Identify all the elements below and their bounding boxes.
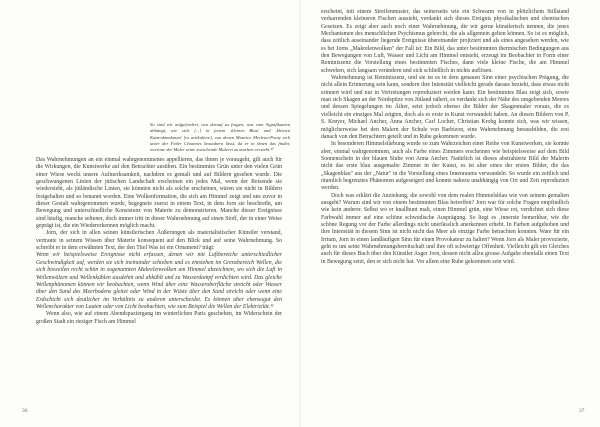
right-page (301, 0, 600, 427)
paragraph: Wahrnehmung ist Reminiszenz, und sie ist es in dem genauen Sinn einer psychischen Prägung, die nicht allein Erinnerung sein kann, sondern ihre Intensität vielleicht gerade daraus bezieht, dass etwas nicht erinnert wird und nur in Vertretungen reproduziert werden kann. Ein bestimmtes Blau zeigt sich, sowie man sich Skagen an der Nordspitze von Jütland nähert, es verdankt sich der Nähe des umgebenden Meeres und dessen Spiegelungen im Äther, setzt jedoch ebenso die Bilder der Skagenmaler voraus, die es vielleicht ein einziges Mal zeigten, doch als es erste in Kunst verwandelt haben. An diesen Bildern von P. S. Krøyer, Michael Ancher, Anna Ancher, Carl Locher, Christian Krohg konnte sich, was wir wissen, möglicherweise bei den Malern der Schule von Barbizon, eine Wahrnehmung herausbilden, die erst danach von den Betrachtern geteilt und in Ruhe gekommen wurde. (321, 75, 569, 140)
block-quote: Wenn wir beispielsweise Ereignisse nicht erfassen, denen wir mit Luftbereiche unterschiedlicher Geschwindigkeit auf, werden sie sich ineinander schieben und es entstehen im Grenzbereich Wellen, die sich bisweilen recht schön in sogenannten Makrelenwolken am Himmel abzeichnen, wo sich die Luft in Wellenwälzen und Wellenkühlen ausdehnt und abkühlt und zu Wasserdampf verdichten wird. Das gleiche Wellenphänomen können wir beobachten, wenn Wind über eine Wasseroberfläche streicht oder Wasser über den Sand des Meerbodens gleitet oder Wind in der Wüste über den Sand streicht oder wenn eine Erdschicht sich deutlicher im Verhältnis zu anderen unterscheidet. Es können aber ebensogut den Wellencharakter von Lauten oder von Licht beobachten, wie zum Beispiel die Wellen der Elektrizität.¹¹ (36, 252, 282, 310)
paragraph: Doch was erklärt die Anziehung, die sowohl von dem realen Himmelsblau wie von seinem gemalten ausgeht? Warum sind wir von einem bestimmten Blau betroffen? Jorn war für solche Fragen empfindlich wie kein anderer. Selbst wo er knallbunt malt, einen Himmel grün, eine Wiese rot, verdichtet sich diese Farbwahl immer auf eine schöne schwedische Ausprägung. So liegt es ‚innerste bemerkbar, wie die schöne Regung vor der Farbe allerdings nicht unerlässlich anerkennen erhebt. In Farben aufgehoben und ihre Intensität in diesem Sinn ist nicht nicht das Meer als einzige Farbe betrachten konnten. Ware für ein Irrtum, Jorn in einen landläufigen Sinn für einen Provokateur zu halten? Wenn Jorn als Maler provozierte, geht es um seine Wahrnehmungsbereitschaft und ihre oft schwierige Offenheit. Vielleicht gilt ein Gleiches auch für dieses Buch über den Künstler Asger Jorn, dessen nicht allzu grosse Aufgabe ebenfalls einen Text in Bewegung setzt, den er sich nicht hat. Vor allem eine Ruhe gekommen sein wird. (321, 192, 569, 265)
paragraph: Wenn also, wie auf einem Abendspaziergang im winterlichen Paris geschehen, im Widerschein der großen Stadt ein riesiger Fisch am Himmel (36, 311, 282, 325)
page-number: 36 (22, 408, 28, 414)
paragraph: Jorn, der sich in allen seinen künstlerischen Äußerungen als materialistischer Künstler verstand, vertraute in seinem Wissen über Materie konsequent auf den Blick und auf seine Wahrnehmung. So schreibt er in dem erwähnten Text, der den Titel Was ist ein Ornament? trägt: (36, 230, 282, 252)
page-number: 37 (579, 408, 585, 414)
paragraph: Das Wahrnehmungen an ein einmal wahrgenommenes appellieren, das ihnen je voraugeht, gilt auch für die Wirkungen, die Kunstwerke auf den Betrachter ausüben. Ein bestimmtes Grün unter den vielen Grün einer Wiese weckt unsere Aufmerksamkeit, nachdem es gemalt und auf Bildern gesehen wurde. Die geschwungenen Linien der jütischen Landschaft erscheinen ein jedes Mal, wenn der Reisende sie wiedersieht, als jütländische Linien, sie könnten nicht als solche erscheinen, wären sie nicht in Bildern festgehalten und so benannt worden. Eine Wolkenformation, die sich am Himmel zeigt und uns zuvor in dieser Gestalt wahrgenommen wurde, begegnete zuerst in einem Text, in dem Jorn sie beschreibt, um Bewegung und unterschiedliche Konsistenz von Materie zu demonstrieren. Manche dieser Ereignisse sind häufig, manche seltener, doch immer tritt in dieser Wahrnehmung auf einen Stoff, der in einer Weise geprägt ist, die ein Wiedererkennen möglich macht. (36, 157, 282, 230)
paragraph: erscheint, mit einem Streifenmuster, das seinerseits wie ein Schwarm von in plötzlichem Stillstand verharrenden kleineren Fischen aussieht, verdankt sich dieses Ereignis physikalischen und chemischen Gesetzen. Es zeigt aber auch noch einer Wahrnehmung, die wir gerne künstlerisch nennen, die jenes Mechanismen des menschlichen Psychismus gehorcht, die als allgemein gelten können. So ist es möglich, dass zeitlich auseinander liegende Ereignisse übereinander projiziert und als eines angesehen werden, wie es bei Jorns „Makrelenwolken" der Fall ist: Ein Bild, das unter bestimmten thermischen Bedingungen aus den Bewegungen von Luft, Wasser und Licht am Himmel entsteht, erzeugt im Beobachter in Form einer Reminiszenz die Vorstellung eines bestimmten Fisches, dann viele kleine Fische, die am Himmel schweben, sich langsam verändern und sich schließlich in nichts auflösen. (321, 9, 569, 74)
paragraph: In besonderen Himmelsfärbung wurde so zum Wahrzeichen einer Reihe von Kunstwerken, sie konnte aber, einmal wahrgenommen, auch als Farbe eines Zimmers erscheinen wie beispielsweise auf dem Bild Sonnenschein in der blauen Stube von Anna Ancher. Natürlich ist dieses abstrahierte Bild der Malerin nicht das erste blau ausgemalte Zimmer in der Kunst, es ist aber eines der ersten Bilder, die das „Skagenblau" aus der „Natur" in die Vorstellung eines Innenraums verwandeln. So wurde ein zeitlich und räumlich begrenztes Phänomen aufgeseigert und konnte nahezu unabhängig von Ort und Zeit reproduziert werden. (321, 141, 569, 192)
right-text-column (321, 9, 569, 411)
epigraph-quote: So sind wir aufgefordert, neu darauf zu fragen, was vom Signifikanten abhängt, wie sich [...] in jenem ‚kleinen Blau' und ‚kleinen Katzenkinnbaum' [es artikuliere], von denen Maurice Merleau-Ponty sich unter der Feder Cézannes bezaubern lässt, da er in ihnen das findet, worinne der Maler seine zwischende Malerei zu machen versteht.¹⁰ (150, 122, 290, 153)
left-text-column (36, 157, 282, 419)
left-page (0, 0, 299, 427)
